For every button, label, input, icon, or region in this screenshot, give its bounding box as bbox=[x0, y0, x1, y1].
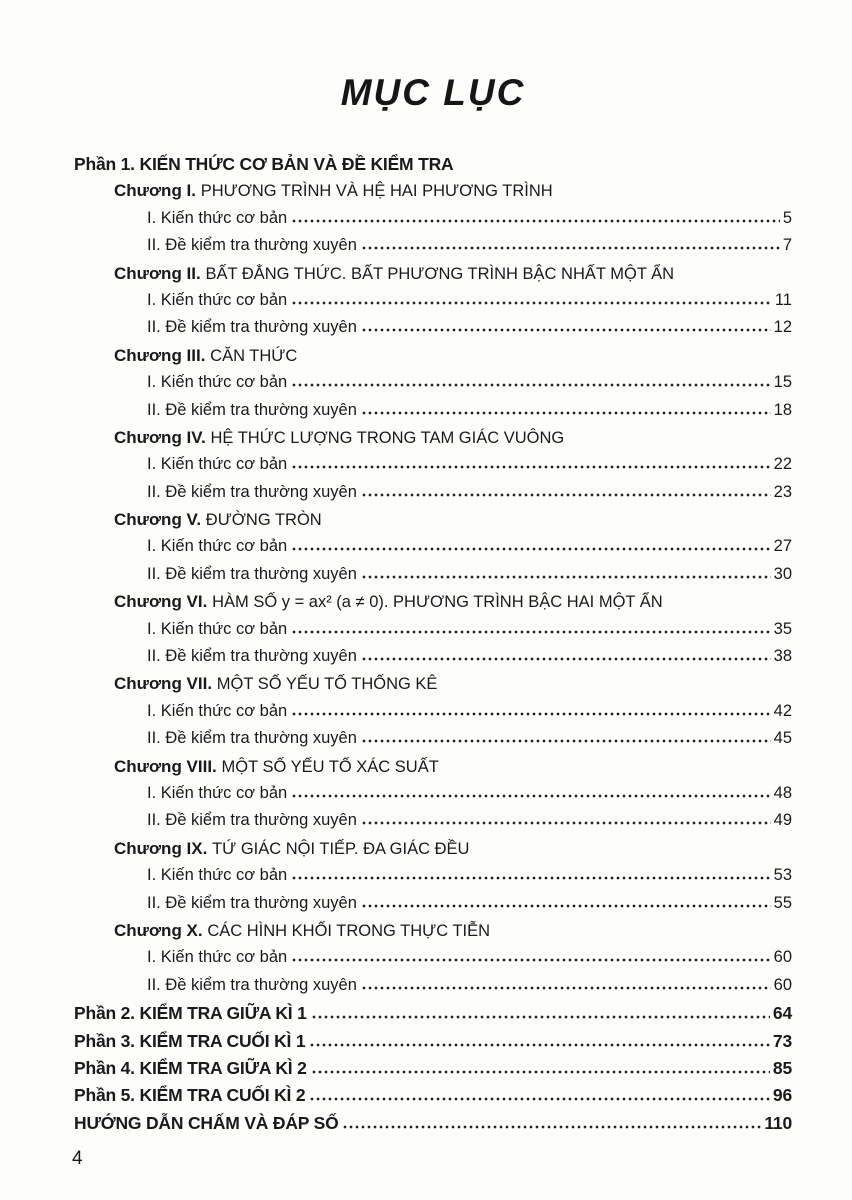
dot-leader bbox=[362, 986, 771, 990]
toc-entry-title: I. Kiến thức cơ bản bbox=[147, 537, 288, 556]
toc-entry-label: Chương VI. bbox=[114, 592, 213, 612]
toc-entry-label: Chương V. bbox=[114, 510, 206, 530]
toc-entry-title: KIỂM TRA CUỐI KÌ 1 bbox=[139, 1030, 306, 1051]
toc-entry-page: 12 bbox=[773, 318, 792, 337]
toc-entry-title: CĂN THỨC bbox=[210, 346, 298, 365]
dot-leader bbox=[362, 739, 771, 743]
toc-entry-label: Chương I. bbox=[114, 181, 201, 201]
toc-entry-title: I. Kiến thức cơ bản bbox=[147, 783, 288, 802]
toc-entry bbox=[74, 592, 792, 619]
toc-entry-title: I. Kiến thức cơ bản bbox=[147, 866, 288, 885]
toc-entry bbox=[74, 401, 792, 428]
toc-entry-title: HỆ THỨC LƯỢNG TRONG TAM GIÁC VUÔNG bbox=[210, 428, 565, 447]
toc-list bbox=[74, 154, 792, 1140]
toc-entry bbox=[74, 537, 792, 564]
toc-entry bbox=[74, 264, 792, 291]
toc-entry-page: 18 bbox=[773, 400, 792, 419]
toc-entry bbox=[74, 620, 792, 647]
toc-entry bbox=[74, 729, 792, 756]
toc-entry-page: 42 bbox=[773, 701, 792, 720]
dot-leader bbox=[343, 1125, 761, 1129]
toc-entry-title: KIẾN THỨC CƠ BẢN VÀ ĐỀ KIỂM TRA bbox=[139, 154, 454, 174]
toc-entry-page: 38 bbox=[773, 647, 792, 666]
toc-entry-title: PHƯƠNG TRÌNH VÀ HỆ HAI PHƯƠNG TRÌNH bbox=[200, 182, 553, 201]
toc-entry-page: 15 bbox=[773, 373, 792, 392]
toc-entry bbox=[74, 948, 792, 975]
dot-leader bbox=[292, 383, 770, 387]
toc-entry-title: II. Đề kiểm tra thường xuyên bbox=[147, 893, 357, 912]
toc-entry-title: KIỂM TRA CUỐI KÌ 2 bbox=[139, 1085, 306, 1106]
toc-entry bbox=[74, 976, 792, 1003]
toc-entry-title: II. Đề kiểm tra thường xuyên bbox=[147, 400, 357, 419]
dot-leader bbox=[362, 493, 771, 497]
toc-entry-title: I. Kiến thức cơ bản bbox=[147, 208, 288, 227]
toc-entry-title: I. Kiến thức cơ bản bbox=[147, 455, 288, 474]
toc-entry-title: II. Đề kiểm tra thường xuyên bbox=[147, 975, 357, 994]
dot-leader bbox=[312, 1015, 770, 1019]
dot-leader bbox=[292, 958, 770, 962]
toc-entry-label: Chương VII. bbox=[114, 674, 217, 694]
toc-entry bbox=[74, 483, 792, 510]
toc-entry bbox=[74, 894, 792, 921]
toc-entry-page: 11 bbox=[774, 290, 792, 309]
toc-entry bbox=[74, 674, 792, 701]
dot-leader bbox=[312, 1070, 770, 1074]
dot-leader bbox=[362, 328, 771, 332]
toc-entry-page: 49 bbox=[773, 811, 792, 830]
toc-entry-label: Phần 3. bbox=[74, 1030, 140, 1051]
toc-entry-label: Phần 5. bbox=[74, 1085, 140, 1106]
toc-entry-page: 110 bbox=[764, 1112, 792, 1133]
toc-entry bbox=[74, 154, 792, 181]
toc-entry-label: Chương X. bbox=[114, 920, 208, 940]
toc-entry-page: 27 bbox=[773, 537, 792, 556]
toc-entry bbox=[74, 455, 792, 482]
toc-entry-title: I. Kiến thức cơ bản bbox=[147, 619, 288, 638]
toc-entry-page: 7 bbox=[782, 236, 792, 255]
toc-entry-title: I. Kiến thức cơ bản bbox=[147, 290, 288, 309]
toc-entry-page: 73 bbox=[772, 1030, 792, 1051]
toc-entry-title: II. Đề kiểm tra thường xuyên bbox=[147, 564, 357, 583]
toc-entry bbox=[74, 346, 792, 373]
dot-leader bbox=[292, 465, 770, 469]
toc-entry bbox=[74, 757, 792, 784]
dot-leader bbox=[292, 547, 770, 551]
toc-entry bbox=[74, 1031, 792, 1058]
toc-entry-title: I. Kiến thức cơ bản bbox=[147, 373, 288, 392]
toc-entry-title: I. Kiến thức cơ bản bbox=[147, 701, 288, 720]
toc-entry-title: KIỂM TRA GIỮA KÌ 1 bbox=[139, 1003, 307, 1024]
toc-entry bbox=[74, 209, 792, 236]
toc-entry-label: Chương IX. bbox=[114, 838, 213, 858]
toc-entry-title: CÁC HÌNH KHỐI TRONG THỰC TIỄN bbox=[207, 921, 491, 940]
toc-entry bbox=[74, 1003, 792, 1030]
dot-leader bbox=[362, 821, 771, 825]
toc-entry-title: HÀM SỐ y = ax² (a ≠ 0). PHƯƠNG TRÌNH BẬC HAI MỘT ẨN bbox=[212, 593, 663, 612]
toc-entry bbox=[74, 921, 792, 948]
dot-leader bbox=[292, 301, 772, 305]
toc-entry-title: I. Kiến thức cơ bản bbox=[147, 948, 288, 967]
toc-entry-page: 5 bbox=[782, 208, 792, 227]
toc-entry-label: Phần 2. bbox=[74, 1003, 140, 1024]
toc-entry-label: Chương III. bbox=[114, 345, 211, 365]
toc-entry-page: 30 bbox=[773, 564, 792, 583]
toc-entry-title: MỘT SỐ YẾU TỐ XÁC SUẤT bbox=[221, 757, 439, 776]
toc-entry-page: 96 bbox=[772, 1085, 792, 1106]
toc-entry bbox=[74, 373, 792, 400]
toc-entry-page: 85 bbox=[772, 1057, 792, 1078]
toc-entry-page: 60 bbox=[773, 975, 792, 994]
dot-leader bbox=[310, 1097, 770, 1101]
toc-entry-label: Chương II. bbox=[114, 263, 206, 283]
toc-entry bbox=[74, 236, 792, 263]
toc-entry bbox=[74, 866, 792, 893]
dot-leader bbox=[292, 630, 770, 634]
toc-entry bbox=[74, 647, 792, 674]
toc-entry bbox=[74, 428, 792, 455]
toc-entry bbox=[74, 565, 792, 592]
toc-entry-page: 53 bbox=[773, 866, 792, 885]
toc-entry bbox=[74, 181, 792, 208]
dot-leader bbox=[362, 904, 771, 908]
toc-entry-title: II. Đề kiểm tra thường xuyên bbox=[147, 482, 357, 501]
toc-entry bbox=[74, 291, 792, 318]
dot-leader bbox=[310, 1043, 770, 1047]
toc-entry bbox=[74, 784, 792, 811]
toc-entry bbox=[74, 839, 792, 866]
toc-entry-title: BẤT ĐẲNG THỨC. BẤT PHƯƠNG TRÌNH BẬC NHẤT MỘT ẨN bbox=[205, 264, 675, 283]
dot-leader bbox=[292, 794, 770, 798]
toc-entry bbox=[74, 510, 792, 537]
toc-entry bbox=[74, 702, 792, 729]
toc-entry-title: MỘT SỐ YẾU TỐ THỐNG KÊ bbox=[216, 675, 438, 694]
toc-entry-page: 48 bbox=[773, 783, 792, 802]
toc-entry-label: Phần 4. bbox=[74, 1057, 140, 1078]
toc-entry bbox=[74, 1113, 792, 1140]
dot-leader bbox=[362, 575, 771, 579]
toc-entry-title: II. Đề kiểm tra thường xuyên bbox=[147, 236, 357, 255]
dot-leader bbox=[292, 712, 770, 716]
toc-entry-title: HƯỚNG DẪN CHẤM VÀ ĐÁP SỐ bbox=[74, 1112, 339, 1133]
toc-entry-label: Chương IV. bbox=[114, 427, 211, 447]
toc-entry-page: 35 bbox=[773, 619, 792, 638]
toc-entry-title: ĐƯỜNG TRÒN bbox=[205, 511, 322, 530]
toc-entry-label: Chương VIII. bbox=[114, 756, 222, 776]
toc-entry-label: Phần 1. bbox=[74, 154, 140, 174]
toc-entry bbox=[74, 1058, 792, 1085]
toc-entry-page: 22 bbox=[773, 455, 792, 474]
toc-entry bbox=[74, 1085, 792, 1112]
toc-entry-title: TỨ GIÁC NỘI TIẾP. ĐA GIÁC ĐỀU bbox=[212, 839, 470, 858]
toc-entry-page: 64 bbox=[772, 1003, 792, 1024]
toc-entry bbox=[74, 318, 792, 345]
dot-leader bbox=[362, 657, 771, 661]
toc-entry-title: II. Đề kiểm tra thường xuyên bbox=[147, 318, 357, 337]
toc-entry-page: 45 bbox=[773, 729, 792, 748]
page-title: MỤC LỤC bbox=[340, 72, 526, 113]
toc-entry bbox=[74, 811, 792, 838]
dot-leader bbox=[292, 876, 770, 880]
toc-entry-page: 55 bbox=[773, 893, 792, 912]
page-number: 4 bbox=[72, 1148, 83, 1169]
dot-leader bbox=[292, 219, 780, 223]
toc-entry-title: KIỂM TRA GIỮA KÌ 2 bbox=[139, 1057, 307, 1078]
toc-entry-title: II. Đề kiểm tra thường xuyên bbox=[147, 729, 357, 748]
toc-entry-page: 60 bbox=[773, 948, 792, 967]
toc-entry-page: 23 bbox=[773, 482, 792, 501]
toc-entry-title: II. Đề kiểm tra thường xuyên bbox=[147, 647, 357, 666]
toc-entry-title: II. Đề kiểm tra thường xuyên bbox=[147, 811, 357, 830]
dot-leader bbox=[362, 246, 780, 250]
dot-leader bbox=[362, 411, 771, 415]
